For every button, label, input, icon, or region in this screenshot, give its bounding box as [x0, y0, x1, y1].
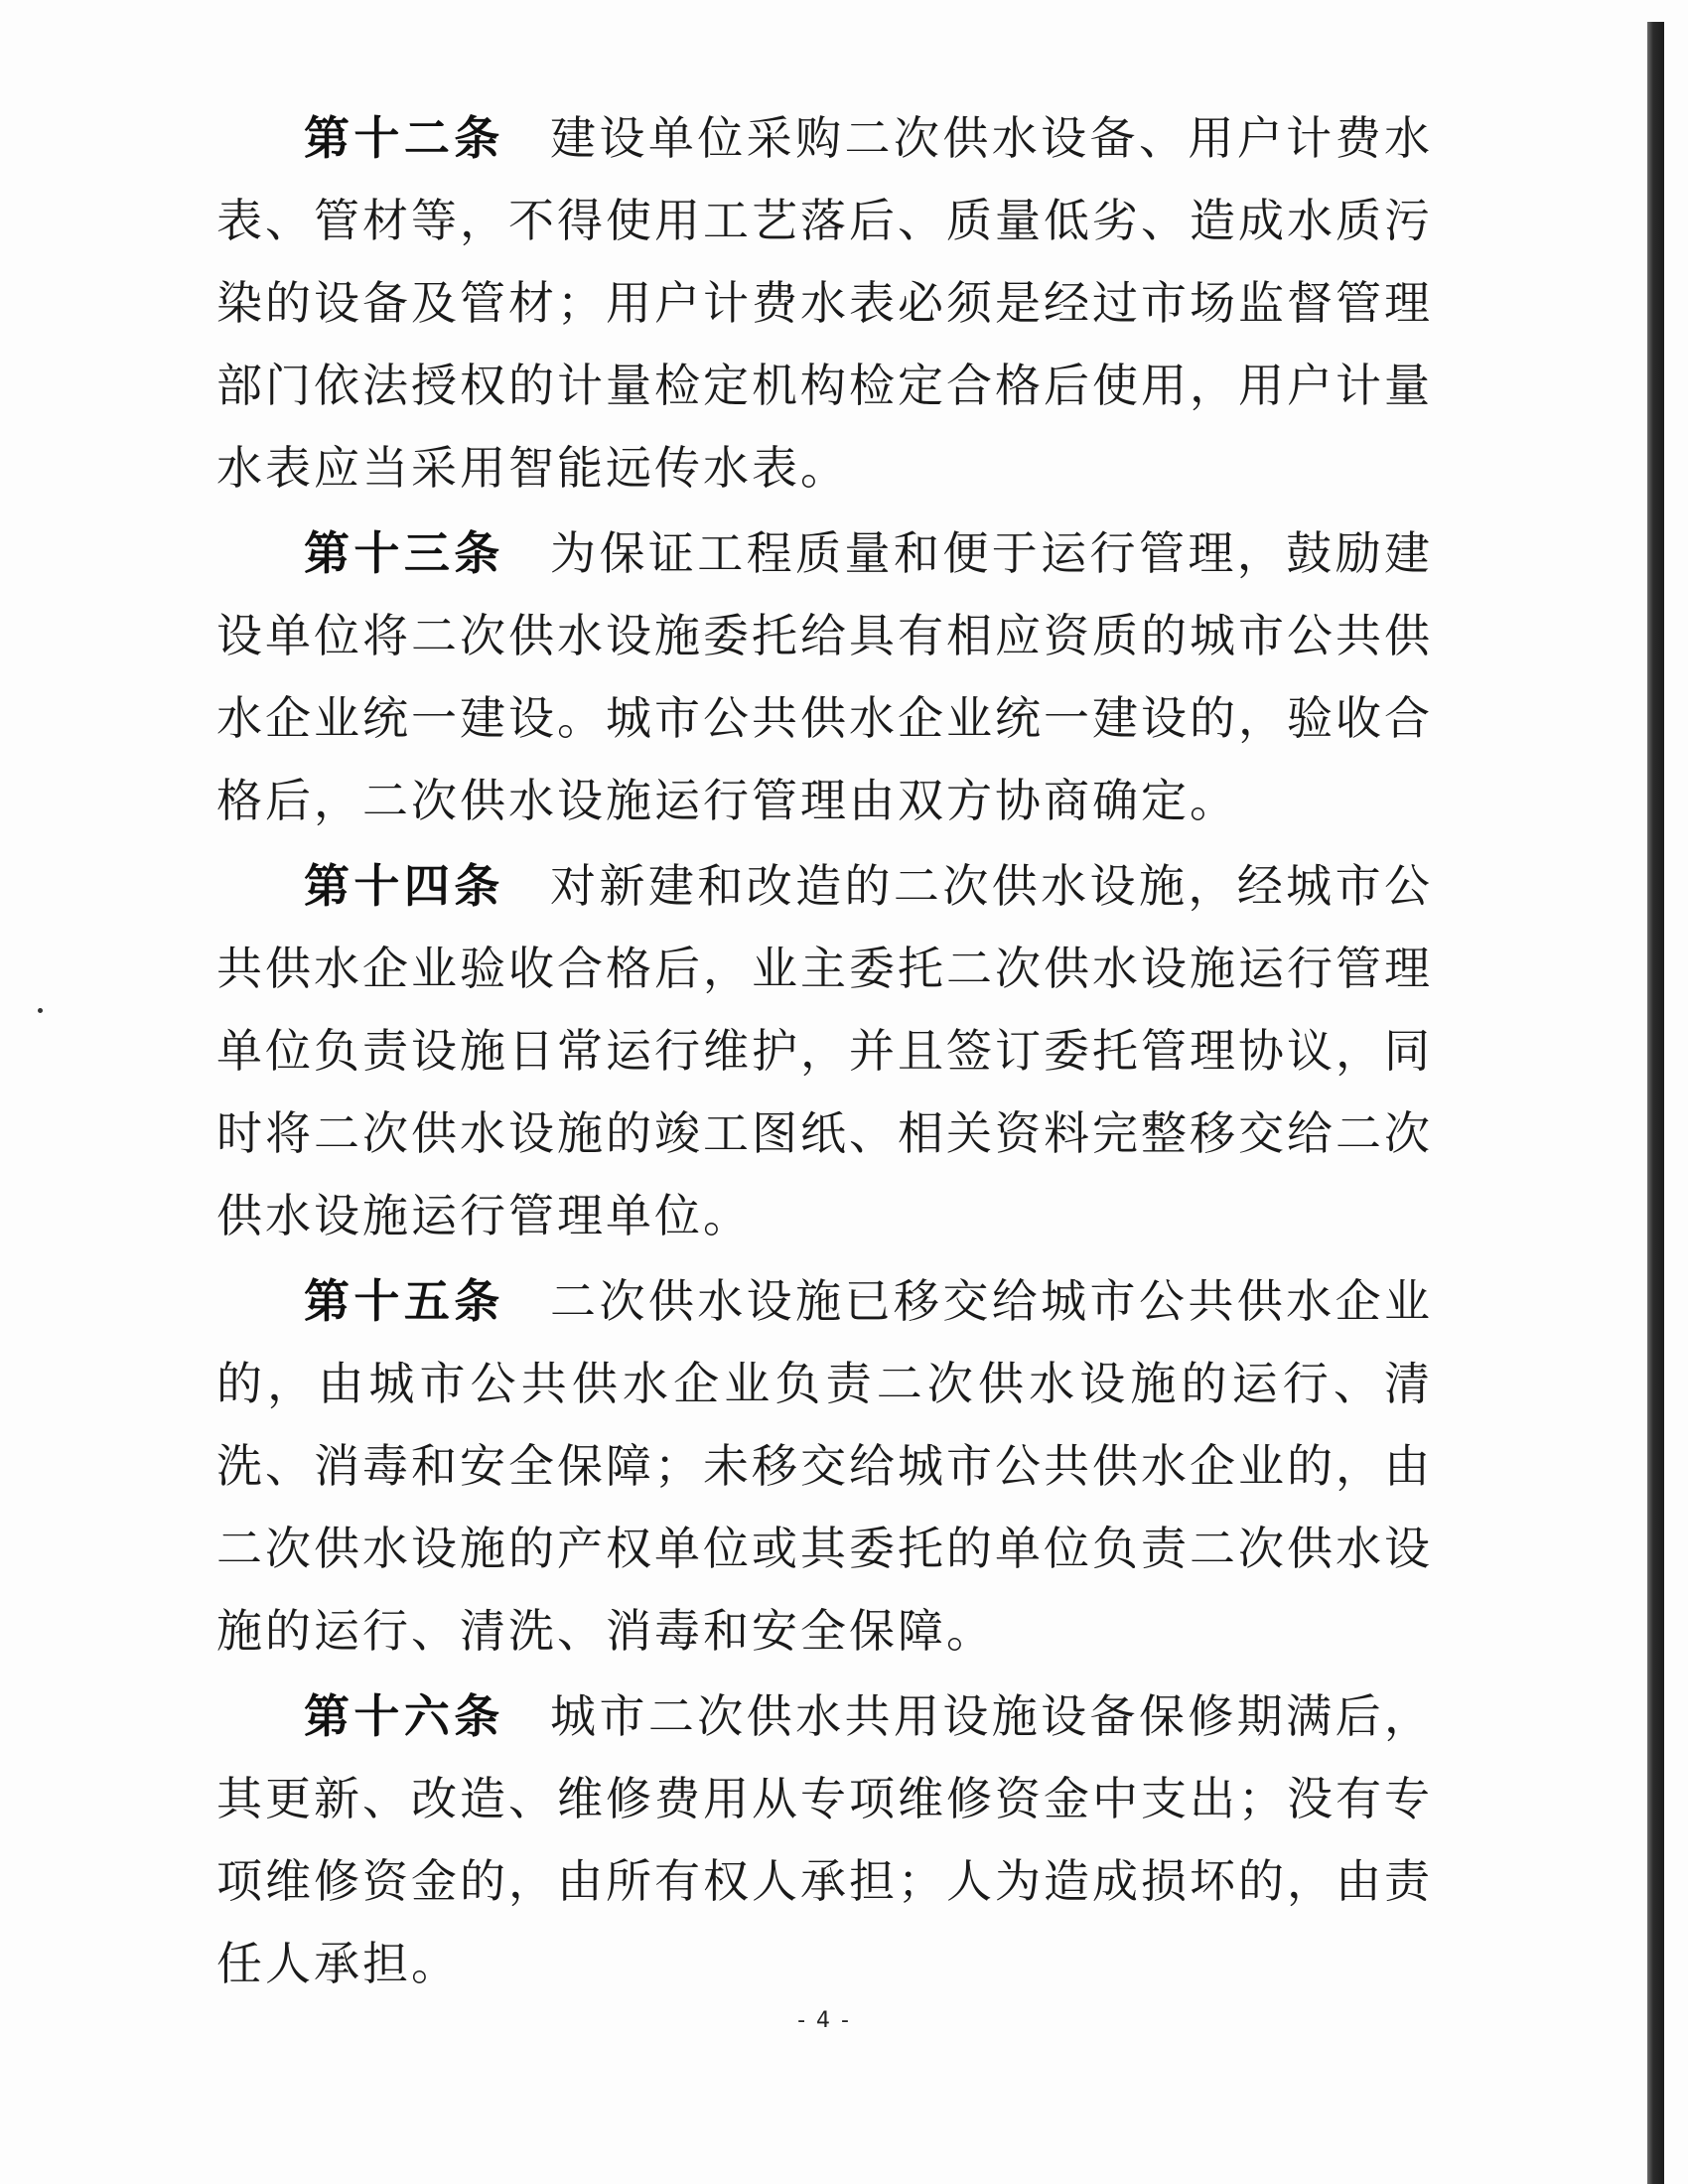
scan-speck: [38, 1008, 43, 1013]
article-text: 对新建和改造的二次供水设施，经城市公共供水企业验收合格后，业主委托二次供水设施运行管理单位负责设施日常运行维护，并且签订委托管理协议，同时将二次供水设施的竣工图纸、相关资料完整移交给二次供水设施运行管理单位。: [216, 859, 1434, 1242]
scan-edge-shadow: [1647, 22, 1664, 2184]
article-12: [216, 97, 1433, 510]
article-title: 第十三条: [304, 526, 504, 580]
article-title: 第十六条: [304, 1689, 504, 1743]
article-13: [216, 512, 1433, 842]
article-text: 为保证工程质量和便于运行管理，鼓励建设单位将二次供水设施委托给具有相应资质的城市公共供水企业统一建设。城市公共供水企业统一建设的，验收合格后，二次供水设施运行管理由双方协商确定。: [216, 526, 1434, 827]
article-text: 城市二次供水共用设施设备保修期满后，其更新、改造、维修费用从专项维修资金中支出；没有专项维修资金的，由所有权人承担；人为造成损坏的，由责任人承担。: [216, 1689, 1434, 1990]
article-title: 第十四条: [304, 859, 504, 913]
article-16: [216, 1675, 1433, 2005]
page-number: - 4 -: [797, 2008, 851, 2033]
article-14: [216, 845, 1433, 1257]
article-text: 二次供水设施已移交给城市公共供水企业的，由城市公共供水企业负责二次供水设施的运行、清洗、消毒和安全保障；未移交给城市公共供水企业的，由二次供水设施的产权单位或其委托的单位负责二次供水设施的运行、清洗、消毒和安全保障。: [216, 1274, 1434, 1658]
article-title: 第十二条: [304, 111, 504, 165]
article-text: 建设单位采购二次供水设备、用户计费水表、管材等，不得使用工艺落后、质量低劣、造成水质污染的设备及管材；用户计费水表必须是经过市场监督管理部门依法授权的计量检定机构检定合格后使用，用户计量水表应当采用智能远传水表。: [216, 111, 1434, 495]
article-title: 第十五条: [304, 1274, 504, 1328]
article-15: [216, 1260, 1433, 1673]
document-body: [216, 97, 1433, 2008]
